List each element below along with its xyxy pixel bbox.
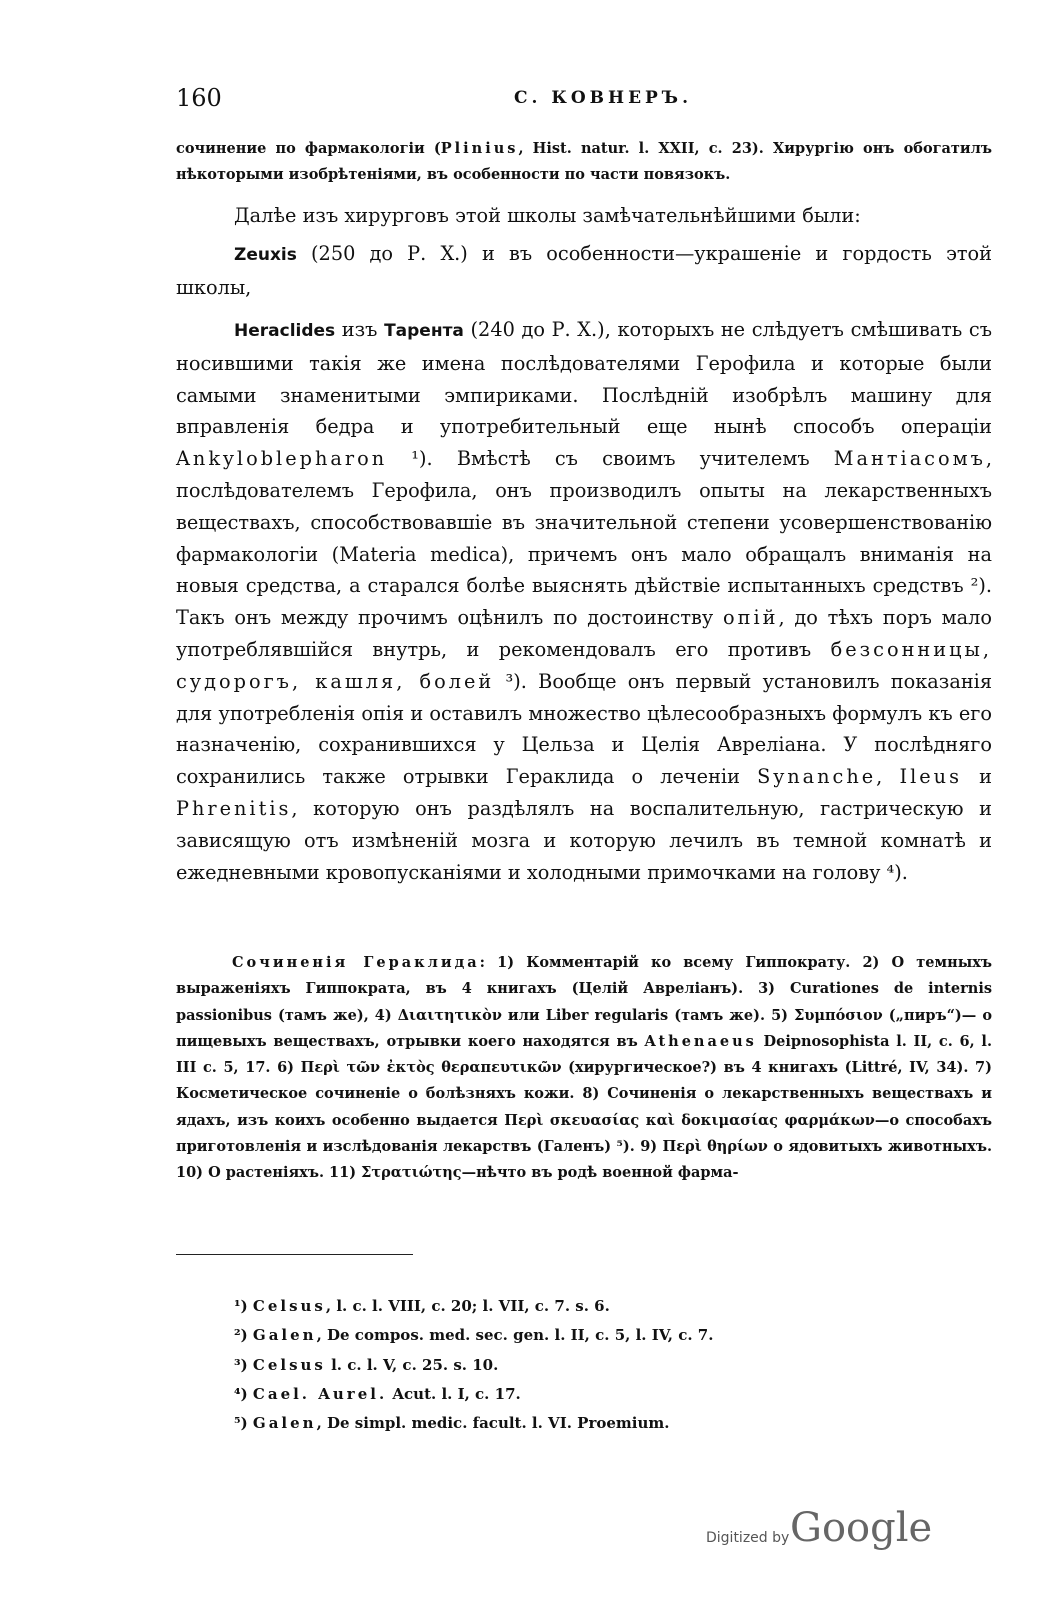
digitized-watermark bbox=[706, 1505, 936, 1565]
footnote-1: ¹) Celsus, l. c. l. VIII, c. 20; l. VII, c. 7. s. 6. bbox=[234, 1297, 610, 1315]
page-number: 160 bbox=[176, 84, 222, 112]
paragraph-zeuxis: Zeuxis (250 до Р. Х.) и въ особенности—украшеніе и гордость этой школы, bbox=[176, 242, 992, 299]
works-list: Сочиненія Гераклида: 1) Комментарій ко всему Гиппократу. 2) О темныхъ выраженіяхъ Гиппократа, въ 4 книгахъ (Целій Авреліанъ). 3) Curationes de internis passionibus (тамъ же), 4) Διαιτητικὸν или Liber regularis (тамъ же). 5) Συμπόσιον („пиръ“)— о пищевыхъ веществахъ, отрывки коего находятся въ Athenaeus Deipnosophista l. II, c. 6, l. III c. 5, 17. 6) Περὶ τῶν ἐκτὸς θεραπευτικῶν (хирургическое?) въ 4 книгахъ (Littré, IV, 34). 7) Косметическое сочиненіе о болѣзняхъ кожи. 8) Сочиненія о лекарственныхъ веществахъ и ядахъ, изъ коихъ особенно выдается Περὶ σκευασίας καὶ δοκιμασίας φαρμάκων—о способахъ приготовленія и изслѣдованія лекарствъ (Галенъ) ⁵). 9) Περὶ θηρίων о ядовитыхъ животныхъ. 10) О растеніяхъ. 11) Στρατιώτης—нѣчто въ родѣ военной фарма- bbox=[176, 954, 992, 1182]
footnote-divider bbox=[176, 1254, 413, 1255]
page-header bbox=[176, 84, 992, 118]
watermark-prefix: Digitized by bbox=[706, 1530, 790, 1546]
google-logo: Google bbox=[790, 1505, 933, 1551]
place-tarentum: Тарента bbox=[384, 321, 464, 341]
term-ailments: безсонницы, судорогъ, кашля, болей bbox=[176, 637, 992, 693]
footnote-2: ²) Galen, De compos. med. sec. gen. l. II, c. 5, l. IV, c. 7. bbox=[234, 1326, 714, 1345]
footnote-5: ⁵) Galen, De simpl. medic. facult. l. VI. Proemium. bbox=[234, 1414, 670, 1433]
name-mantias: Мантіасомъ bbox=[833, 447, 986, 471]
term-phrenitis: Phrenitis bbox=[176, 796, 292, 820]
term-synanche: Synanche bbox=[757, 765, 877, 789]
paragraph-heraclides: Heraclides изъ Тарента (240 до Р. Х.), которыхъ не слѣдуетъ смѣшивать съ носившими такія же имена послѣдователями Герофила и которые были самыми знаменитыми эмпириками. Послѣдній изобрѣлъ машину для вправленія бедра и употребительный еще нынѣ способъ операціи Ankyloblepharon ¹). Вмѣстѣ съ своимъ учителемъ Мантіасомъ, послѣдователемъ Герофила, онъ производилъ опыты на лекарственныхъ веществахъ, способствовавшіе въ значительной степени усовершенствованію фармакологіи (Materia medica), причемъ онъ мало обращалъ вниманія на новыя средства, а старался болѣе выяснять дѣйствіе испытанныхъ средствъ ²). Такъ онъ между прочимъ оцѣнилъ по достоинству опій, до тѣхъ поръ мало употреблявшійся внутрь, и рекомендовалъ его противъ безсонницы, судорогъ, кашля, болей ³). Вообще онъ первый установилъ показанія для употребленія опія и оставилъ множество цѣлесообразныхъ формулъ къ его назначенію, сохранившихся у Цельза и Целія Авреліана. У послѣдняго сохранились также отрывки Гераклида о леченіи Synanche, Ileus и Phrenitis, которую онъ раздѣлялъ на воспалительную, гастрическую и зависящую отъ измѣненій мозга и которую лечилъ въ темной комнатѣ и ежедневными кровопусканіями и холодными примочками на голову ⁴). bbox=[176, 318, 992, 884]
paragraph-intro: Далѣе изъ хирурговъ этой школы замѣчательнѣйшими были: bbox=[234, 204, 861, 227]
term-opium: опій bbox=[723, 606, 779, 630]
continuation-text: сочинение по фармакологіи (Plinius, Hist. natur. l. XXII, c. 23). Хирургію онъ обогатилъ нѣкоторыми изобрѣтеніями, въ особенности по части повязокъ. bbox=[176, 140, 992, 183]
name-athenaeus: Athenaeus bbox=[644, 1032, 757, 1050]
term-ankyloblepharon: Ankyloblepharon bbox=[176, 447, 388, 471]
footnotes bbox=[234, 1292, 934, 1438]
running-head: С. КОВНЕРЪ. bbox=[514, 88, 692, 108]
footnote-4: ⁴) Cael. Aurel. Acut. l. I, c. 17. bbox=[234, 1384, 521, 1403]
name-heraclides: Heraclides bbox=[234, 321, 336, 341]
term-ileus: Ileus bbox=[899, 765, 962, 789]
footnote-3: ³) Celsus l. c. l. V, c. 25. s. 10. bbox=[234, 1355, 499, 1374]
author-plinius: Plinius bbox=[440, 140, 519, 157]
works-label: Сочиненія Гераклида bbox=[232, 954, 480, 971]
name-zeuxis: Zeuxis bbox=[234, 245, 297, 265]
